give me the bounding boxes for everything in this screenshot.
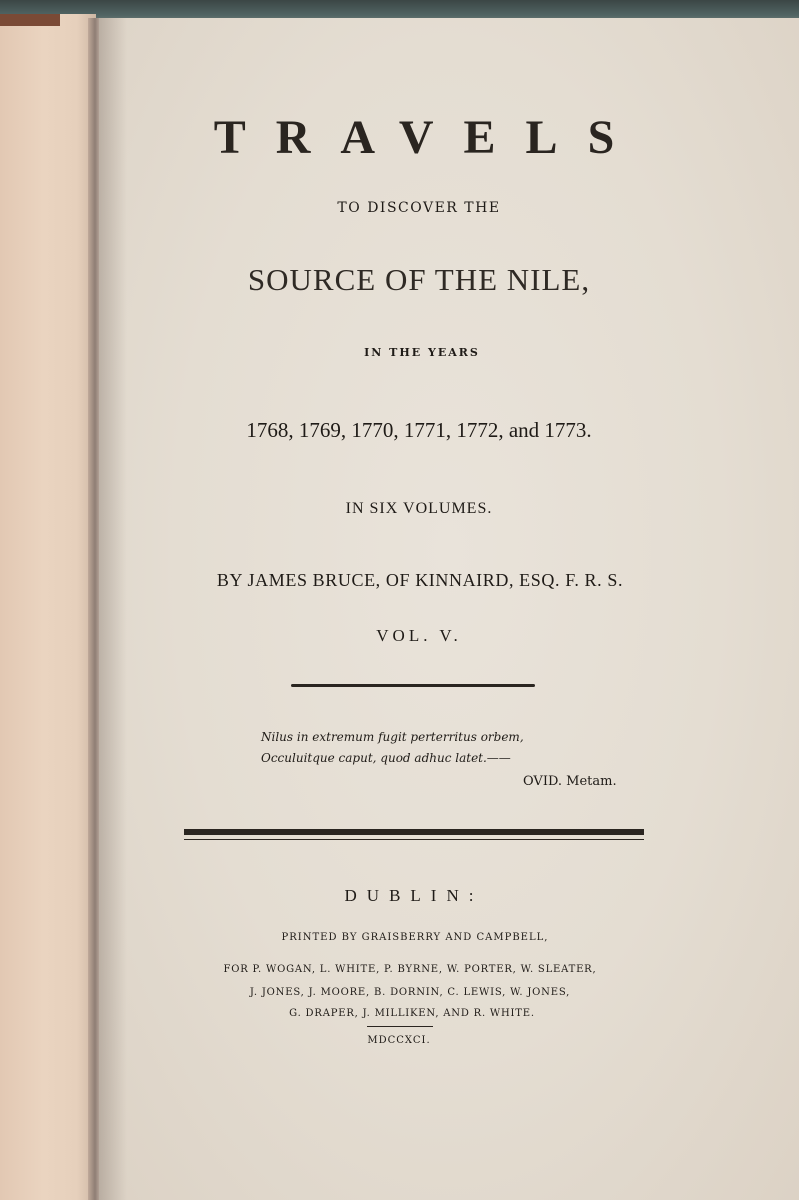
subtitle-line-1: TO DISCOVER THE — [337, 200, 501, 216]
ornamental-rule — [291, 684, 535, 687]
short-rule — [367, 1026, 433, 1027]
imprint-city: DUBLIN: — [344, 886, 484, 905]
epigraph-line-2: Occuluitque caput, quod adhuc latet.—— — [261, 751, 511, 765]
title-page — [99, 18, 799, 1200]
epigraph-source: OVID. Metam. — [523, 774, 617, 789]
subtitle-line-2: SOURCE OF THE NILE, — [247, 262, 591, 297]
in-the-years-label: IN THE YEARS — [364, 346, 480, 359]
volume-number: VOL. V. — [376, 626, 462, 645]
printed-by-line: PRINTED BY GRAISBERRY AND CAMPBELL, — [281, 932, 549, 943]
booksellers-line-1: FOR P. WOGAN, L. WHITE, P. BYRNE, W. PORTER, W. SLEATER, — [223, 964, 597, 975]
booksellers-line-2: J. JONES, J. MOORE, B. DORNIN, C. LEWIS, W. JONES, — [249, 987, 571, 998]
left-page — [0, 14, 96, 1200]
thick-rule — [184, 829, 644, 835]
volumes-line: IN SIX VOLUMES. — [345, 500, 493, 517]
imprint-date: MDCCXCI. — [367, 1035, 431, 1046]
thin-rule — [184, 839, 644, 840]
author-line: BY JAMES BRUCE, OF KINNAIRD, ESQ. F. R. S. — [216, 570, 624, 590]
book-title: TRAVELS — [213, 111, 645, 164]
years-line: 1768, 1769, 1770, 1771, 1772, and 1773. — [246, 418, 592, 442]
booksellers-line-3: G. DRAPER, J. MILLIKEN, AND R. WHITE. — [289, 1008, 535, 1019]
epigraph-line-1: Nilus in extremum fugit perterritus orbem, — [261, 730, 524, 744]
